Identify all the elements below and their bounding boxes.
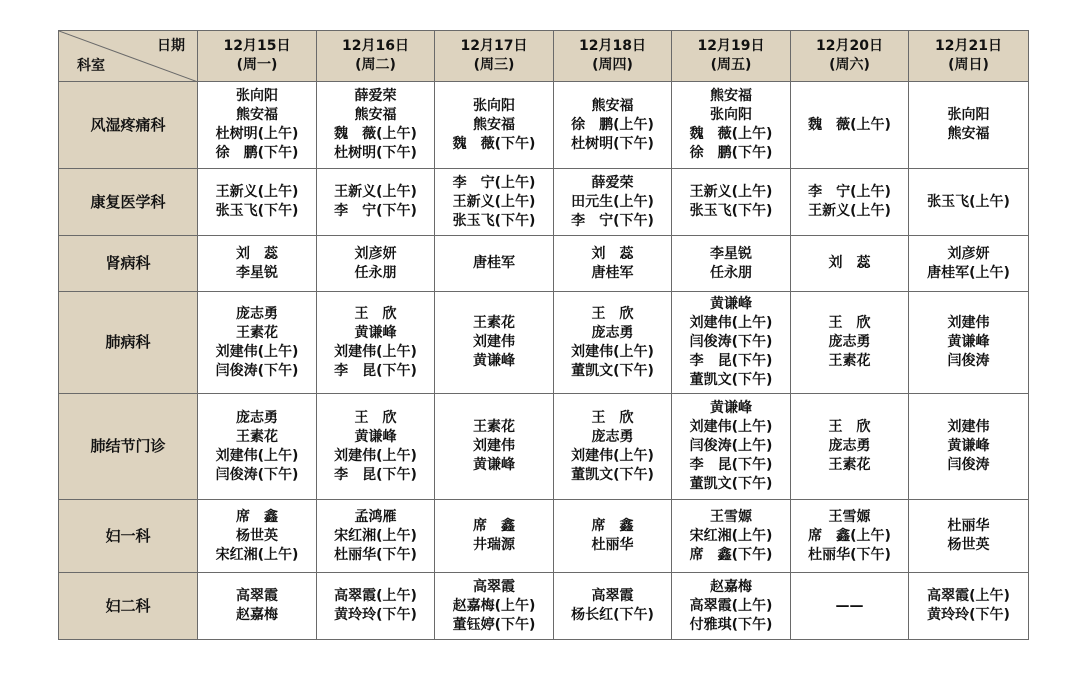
schedule-cell xyxy=(672,169,791,236)
doctor-entry: 熊安福 xyxy=(710,88,752,104)
doctor-entry: 闫俊涛(下午) xyxy=(689,334,773,350)
schedule-cell xyxy=(435,169,554,236)
schedule-cell xyxy=(791,169,909,236)
doctor-entry: 杜丽华(下午) xyxy=(808,546,891,563)
header-weekday: (周三) xyxy=(473,57,515,73)
doctor-entry: 庞志勇 xyxy=(591,324,634,341)
doctor-entry: 黄谦峰 xyxy=(473,457,515,473)
doctor-entry: 刘建伟 xyxy=(947,419,990,435)
doctor-entry: 庞志勇 xyxy=(591,428,634,445)
schedule-table xyxy=(58,30,1029,640)
schedule-cell xyxy=(317,573,435,640)
schedule-cell xyxy=(672,500,791,573)
doctor-entry: 唐桂军 xyxy=(473,255,515,271)
schedule-cell xyxy=(791,394,909,500)
doctor-entry: 王 欣 xyxy=(354,409,397,426)
schedule-cell xyxy=(198,394,317,500)
date-header xyxy=(435,31,554,82)
header-weekday: (周一) xyxy=(236,57,278,73)
dept-name-cell: 肺结节门诊 xyxy=(59,394,198,500)
schedule-cell xyxy=(909,573,1029,640)
schedule-cell xyxy=(198,292,317,394)
doctor-entry: 宋红湘(上午) xyxy=(689,527,773,544)
schedule-cell xyxy=(554,82,672,169)
schedule-cell xyxy=(317,82,435,169)
schedule-cell xyxy=(672,573,791,640)
header-weekday: (周五) xyxy=(710,57,752,73)
doctor-entry: 王素花 xyxy=(828,353,871,369)
doctor-entry: 刘建伟 xyxy=(473,438,515,454)
doctor-entry: 张向阳 xyxy=(473,97,515,114)
doctor-entry: 闫俊涛 xyxy=(947,353,990,369)
date-header xyxy=(554,31,672,82)
doctor-entry: 高翠霞(上午) xyxy=(334,588,417,604)
doctor-entry: 董钰婷(下午) xyxy=(452,616,536,633)
schedule-cell xyxy=(554,169,672,236)
doctor-entry: 杨世英 xyxy=(947,537,990,553)
date-header xyxy=(909,31,1029,82)
schedule-cell xyxy=(317,292,435,394)
header-date: 12月21日 xyxy=(935,38,1002,54)
schedule-cell xyxy=(317,500,435,573)
doctor-entry: 刘彦妍 xyxy=(947,245,990,262)
doctor-entry: 王雪嫄 xyxy=(710,508,752,525)
dept-row xyxy=(59,169,1029,236)
schedule-cell xyxy=(198,169,317,236)
doctor-entry: 李 昆(下午) xyxy=(334,362,417,379)
doctor-entry: 王 欣 xyxy=(354,305,397,322)
doctor-entry: 李 宁(下午) xyxy=(334,203,417,219)
header-date: 12月16日 xyxy=(342,38,409,54)
doctor-entry: 刘建伟(上午) xyxy=(689,315,773,331)
doctor-entry: 刘 蕊 xyxy=(828,255,871,271)
doctor-entry: 高翠霞(上午) xyxy=(689,597,773,614)
doctor-entry: 薛爱荣 xyxy=(354,88,397,104)
schedule-cell xyxy=(791,500,909,573)
schedule-cell xyxy=(435,573,554,640)
doctor-entry: 熊安福 xyxy=(591,97,634,114)
schedule-cell xyxy=(909,500,1029,573)
doctor-entry: 徐 鹏(下午) xyxy=(215,145,299,161)
doctor-entry: 熊安福 xyxy=(354,107,397,123)
doctor-entry: 王新义(上午) xyxy=(689,184,773,200)
doctor-entry: 张向阳 xyxy=(236,88,278,104)
schedule-cell xyxy=(554,292,672,394)
doctor-entry: 魏 薇(上午) xyxy=(689,126,773,142)
date-header xyxy=(198,31,317,82)
schedule-cell xyxy=(791,82,909,169)
schedule-cell xyxy=(791,573,909,640)
doctor-entry: 刘彦妍 xyxy=(354,245,397,262)
doctor-entry: 李 宁(上午) xyxy=(808,184,891,200)
header-weekday: (周日) xyxy=(948,57,989,73)
schedule-cell xyxy=(435,500,554,573)
dept-row xyxy=(59,394,1029,500)
doctor-entry: 闫俊涛(上午) xyxy=(689,438,773,454)
doctor-entry: 闫俊涛(下午) xyxy=(215,466,299,483)
dept-row xyxy=(59,573,1029,640)
doctor-entry: 张玉飞(上午) xyxy=(927,193,1010,210)
dept-name-cell: 肾病科 xyxy=(59,236,198,292)
doctor-entry: 王 欣 xyxy=(828,419,871,435)
doctor-entry: 王 欣 xyxy=(591,305,634,322)
dept-name-cell: 妇一科 xyxy=(59,500,198,573)
schedule-cell xyxy=(554,500,672,573)
doctor-entry: 席 鑫 xyxy=(236,508,278,525)
schedule-cell xyxy=(554,236,672,292)
doctor-entry: 熊安福 xyxy=(947,126,990,142)
doctor-entry: 杜树明(下午) xyxy=(571,135,654,152)
doctor-entry: 王新义(上午) xyxy=(215,184,299,200)
schedule-wrapper xyxy=(58,30,1029,640)
doctor-entry: 唐桂军(上午) xyxy=(927,264,1010,281)
doctor-entry: 席 鑫 xyxy=(473,518,515,534)
schedule-cell xyxy=(909,236,1029,292)
doctor-entry: 王素花 xyxy=(236,428,278,445)
doctor-entry: 王素花 xyxy=(236,324,278,341)
doctor-entry: 薛爱荣 xyxy=(591,174,634,191)
corner-date-label: 日期 xyxy=(157,38,185,54)
doctor-entry: 李 昆(下午) xyxy=(689,457,773,473)
schedule-cell xyxy=(317,236,435,292)
doctor-entry: 魏 薇(上午) xyxy=(808,116,891,133)
schedule-cell xyxy=(198,236,317,292)
doctor-entry: 庞志勇 xyxy=(236,409,278,426)
doctor-entry: 黄谦峰 xyxy=(354,428,397,445)
date-header xyxy=(672,31,791,82)
doctor-entry: 王新义(上午) xyxy=(452,193,536,210)
doctor-entry: 杜树明(下午) xyxy=(334,145,417,161)
doctor-entry: 杜树明(上午) xyxy=(215,126,299,142)
doctor-entry: 田元生(上午) xyxy=(571,193,654,210)
doctor-entry: 杨长红(下午) xyxy=(571,607,654,623)
date-header xyxy=(317,31,435,82)
doctor-entry: 刘建伟(上午) xyxy=(215,343,299,360)
schedule-cell xyxy=(317,394,435,500)
header-date: 12月20日 xyxy=(816,38,883,54)
doctor-entry: 刘建伟(上午) xyxy=(571,343,654,360)
doctor-entry: 孟鸿雁 xyxy=(354,508,397,525)
doctor-entry: 王雪嫄 xyxy=(828,508,871,525)
doctor-entry: 李 昆(下午) xyxy=(689,353,773,369)
doctor-entry: —— xyxy=(835,597,864,614)
header-date: 12月19日 xyxy=(697,38,765,54)
dept-name-cell: 肺病科 xyxy=(59,292,198,394)
doctor-entry: 张向阳 xyxy=(710,107,752,123)
header-date: 12月17日 xyxy=(460,38,528,54)
doctor-entry: 刘建伟(上午) xyxy=(689,419,773,435)
doctor-entry: 刘建伟(上午) xyxy=(334,447,417,464)
doctor-entry: 王素花 xyxy=(828,457,871,473)
doctor-entry: 魏 薇(上午) xyxy=(334,126,417,142)
doctor-entry: 庞志勇 xyxy=(828,334,871,350)
doctor-entry: 高翠霞 xyxy=(473,578,515,595)
doctor-entry: 张玉飞(下午) xyxy=(452,212,536,229)
doctor-entry: 付雅琪(下午) xyxy=(689,616,773,633)
schedule-cell xyxy=(672,292,791,394)
doctor-entry: 任永朋 xyxy=(354,264,397,281)
doctor-entry: 王素花 xyxy=(473,315,515,331)
doctor-entry: 李 昆(下午) xyxy=(334,466,417,483)
doctor-entry: 徐 鹏(下午) xyxy=(689,145,773,161)
doctor-entry: 刘 蕊 xyxy=(591,245,634,262)
schedule-cell xyxy=(554,573,672,640)
dept-row xyxy=(59,82,1029,169)
schedule-cell xyxy=(198,82,317,169)
doctor-entry: 杜丽华(下午) xyxy=(334,546,417,563)
doctor-entry: 杜丽华 xyxy=(947,518,990,534)
doctor-entry: 高翠霞 xyxy=(236,588,278,604)
schedule-cell xyxy=(909,292,1029,394)
doctor-entry: 董凯文(下午) xyxy=(689,372,773,388)
schedule-cell xyxy=(909,169,1029,236)
doctor-entry: 王素花 xyxy=(473,419,515,435)
dept-row xyxy=(59,500,1029,573)
doctor-entry: 高翠霞(上午) xyxy=(927,588,1010,604)
doctor-entry: 王新义(上午) xyxy=(334,184,417,200)
dept-name-cell: 风湿疼痛科 xyxy=(59,82,198,169)
schedule-cell xyxy=(791,236,909,292)
doctor-entry: 黄谦峰 xyxy=(710,296,752,312)
doctor-entry: 黄谦峰 xyxy=(947,334,990,350)
doctor-entry: 刘建伟 xyxy=(947,315,990,331)
header-date: 12月15日 xyxy=(223,38,291,54)
doctor-entry: 赵嘉梅 xyxy=(236,607,278,623)
doctor-entry: 席 鑫 xyxy=(591,518,634,534)
doctor-entry: 赵嘉梅 xyxy=(710,578,752,595)
doctor-entry: 黄谦峰 xyxy=(473,353,515,369)
doctor-entry: 张玉飞(下午) xyxy=(215,203,299,219)
doctor-entry: 杨世英 xyxy=(236,527,278,544)
header-weekday: (周六) xyxy=(829,57,870,73)
doctor-entry: 董凯文(下午) xyxy=(571,362,654,379)
doctor-entry: 李星锐 xyxy=(236,264,278,281)
dept-name-cell: 康复医学科 xyxy=(59,169,198,236)
doctor-entry: 李 宁(上午) xyxy=(452,174,536,191)
header-weekday: (周四) xyxy=(592,57,633,73)
doctor-entry: 熊安福 xyxy=(473,116,515,133)
schedule-cell xyxy=(909,82,1029,169)
corner-dept-label: 科室 xyxy=(77,58,105,74)
doctor-entry: 井瑞源 xyxy=(473,537,515,553)
doctor-entry: 席 鑫(下午) xyxy=(689,546,773,563)
doctor-entry: 黄谦峰 xyxy=(947,438,990,454)
schedule-body xyxy=(59,82,1029,640)
doctor-entry: 刘建伟(上午) xyxy=(571,447,654,464)
doctor-entry: 刘建伟(上午) xyxy=(215,447,299,464)
schedule-cell xyxy=(672,394,791,500)
header-row xyxy=(59,31,1029,82)
dept-row xyxy=(59,236,1029,292)
schedule-cell xyxy=(672,236,791,292)
schedule-cell xyxy=(317,169,435,236)
doctor-entry: 张向阳 xyxy=(947,107,990,123)
dept-row xyxy=(59,292,1029,394)
doctor-entry: 刘 蕊 xyxy=(236,245,278,262)
doctor-entry: 闫俊涛(下午) xyxy=(215,362,299,379)
doctor-entry: 徐 鹏(上午) xyxy=(571,116,654,133)
schedule-cell xyxy=(554,394,672,500)
doctor-entry: 王 欣 xyxy=(828,315,871,331)
doctor-entry: 闫俊涛 xyxy=(947,457,990,473)
schedule-cell xyxy=(198,573,317,640)
doctor-entry: 熊安福 xyxy=(236,107,278,123)
doctor-entry: 魏 薇(下午) xyxy=(452,135,536,152)
schedule-cell xyxy=(435,292,554,394)
doctor-entry: 李星锐 xyxy=(710,245,752,262)
doctor-entry: 黄玲玲(下午) xyxy=(334,607,417,623)
doctor-entry: 高翠霞 xyxy=(591,588,634,604)
doctor-entry: 唐桂军 xyxy=(591,264,634,281)
doctor-entry: 黄谦峰 xyxy=(710,400,752,416)
doctor-entry: 董凯文(下午) xyxy=(571,466,654,483)
doctor-entry: 张玉飞(下午) xyxy=(689,203,773,219)
schedule-cell xyxy=(909,394,1029,500)
doctor-entry: 庞志勇 xyxy=(828,438,871,454)
doctor-entry: 杜丽华 xyxy=(591,537,634,553)
doctor-entry: 王 欣 xyxy=(591,409,634,426)
doctor-entry: 庞志勇 xyxy=(236,305,278,322)
doctor-entry: 刘建伟(上午) xyxy=(334,343,417,360)
schedule-cell xyxy=(198,500,317,573)
doctor-entry: 黄玲玲(下午) xyxy=(927,607,1010,623)
doctor-entry: 宋红湘(上午) xyxy=(215,546,299,563)
doctor-entry: 王新义(上午) xyxy=(808,203,891,219)
header-date: 12月18日 xyxy=(579,38,646,54)
schedule-cell xyxy=(435,394,554,500)
doctor-entry: 李 宁(下午) xyxy=(571,212,654,229)
dept-name-cell: 妇二科 xyxy=(59,573,198,640)
date-header xyxy=(791,31,909,82)
doctor-entry: 任永朋 xyxy=(710,264,752,281)
schedule-cell xyxy=(791,292,909,394)
schedule-cell xyxy=(672,82,791,169)
doctor-entry: 刘建伟 xyxy=(473,334,515,350)
header-weekday: (周二) xyxy=(355,57,396,73)
doctor-entry: 黄谦峰 xyxy=(354,324,397,341)
doctor-entry: 宋红湘(上午) xyxy=(334,527,417,544)
schedule-cell xyxy=(435,236,554,292)
doctor-entry: 赵嘉梅(上午) xyxy=(452,597,536,614)
doctor-entry: 席 鑫(上午) xyxy=(808,527,891,544)
corner-cell xyxy=(59,31,198,82)
doctor-entry: 董凯文(下午) xyxy=(689,476,773,492)
schedule-cell xyxy=(435,82,554,169)
